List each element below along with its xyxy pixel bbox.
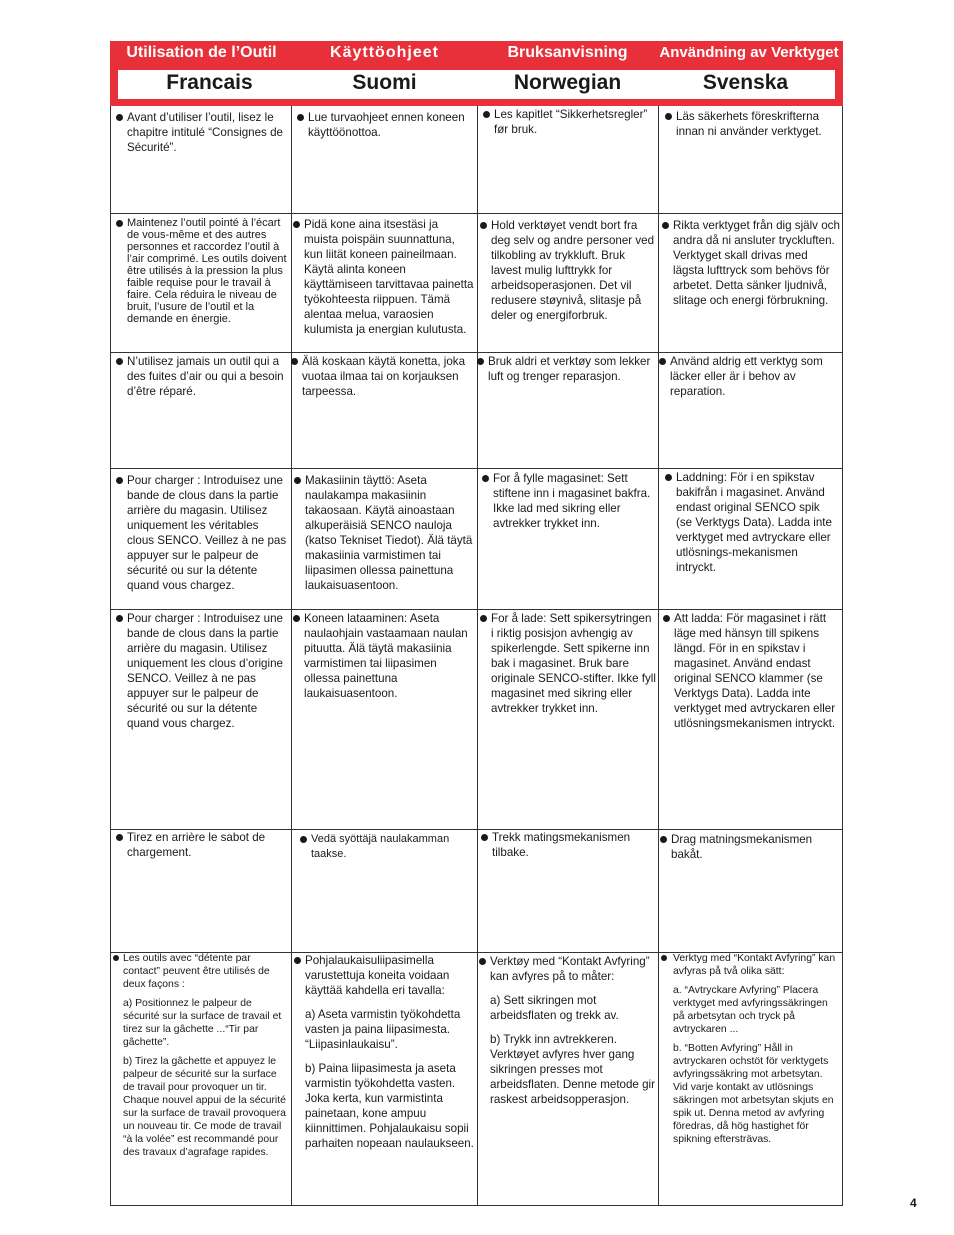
bullet-icon [483, 111, 490, 118]
bullet-icon [482, 475, 489, 482]
bullet-icon [116, 220, 123, 227]
bullet-icon [480, 222, 487, 229]
table-cell: Att ladda: För magasinet i rätt läge med hänsyn till spikens längd. För in en spikstav i magasinet. Använd endast original SENCO klammer (se Verktygs Data). Ladda inte verktyget med avtryckaren eller utlösningsmekanismen intryckt. [663, 611, 839, 731]
table-cell: Pidä kone aina itsestäsi ja muista poispäin suunnattuna, kun liität koneen paineilmaan. Käytä alinta koneen käyttämiseen tarvittavaa painetta työkohteesta riippuen. Tämä alentaa melua, varaosien kulumista ja energian kulutusta. [293, 217, 475, 337]
instruction-table [110, 106, 843, 1206]
row-divider [110, 609, 843, 610]
table-cell: Läs säkerhets föreskrifterna innan ni använder verktyget. [665, 109, 837, 139]
table-cell: Vedä syöttäjä naulakamman taakse. [300, 832, 474, 862]
table-cell: Lue turvaohjeet ennen koneen käyttöönottoa. [297, 110, 473, 140]
bullet-icon [116, 615, 123, 622]
page-number: 4 [910, 1196, 917, 1210]
bullet-icon [113, 955, 119, 961]
bullet-icon [665, 474, 672, 481]
table-cell: For å fylle magasinet: Sett stiftene inn i magasinet bakfra. Ikke lad med sikring eller avtrekker trykket inn. [482, 471, 656, 531]
table-cell: Koneen lataaminen: Aseta naulaohjain vastaamaan naulan pituutta. Älä täytä makasiinia varmistimen tai liipasimen ollessa painettuna laukaisuasentoon. [293, 611, 473, 701]
table-border-right [842, 106, 843, 1206]
bullet-icon [291, 358, 298, 365]
table-cell: Makasiinin täyttö: Aseta naulakampa makasiinin takaosaan. Käytä ainoastaan alkuperäisiä SENCO nauloja (katso Tekniset Tiedot). Älä täytä makasiinia varmistimen tai liipasimen ollessa painettuna laukaisuasentoon. [294, 473, 474, 593]
table-cell: Trekk matingsmekanismen tilbake. [481, 830, 655, 860]
table-cell: Tirez en arrière le sabot de chargement. [116, 830, 288, 860]
table-cell: Använd aldrig ett verktyg som läcker eller är i behov av reparation. [659, 354, 837, 399]
bullet-icon [665, 113, 672, 120]
bullet-icon [294, 957, 301, 964]
bullet-icon [294, 477, 301, 484]
table-cell: Pour charger : Introduisez une bande de clous dans la partie arrière du magasin. Utilisez uniquement les véritables clous SENCO. Veillez à ne pas appuyer sur le palpeur de sécurité ou sur la détente quand vous chargez. [116, 473, 288, 593]
bullet-icon [293, 221, 300, 228]
bullet-icon [116, 358, 123, 365]
language-bar [118, 70, 835, 99]
table-cell: Les kapitlet “Sikkerhetsregler” før bruk. [483, 107, 653, 137]
table-cell: Pour charger : Introduisez une bande de clous dans la partie arrière du magasin. Utilisez uniquement les clous d’origine SENCO. Veillez à ne pas appuyer sur le palpeur de sécurité ou sur la détente quand vous chargez. [116, 611, 288, 731]
bullet-icon [663, 615, 670, 622]
table-cell: Avant d’utiliser l’outil, lisez le chapitre intitulé “Consignes de Sécurité”. [116, 110, 288, 155]
column-divider [291, 106, 292, 1206]
bullet-icon [477, 358, 484, 365]
table-cell: Laddning: För i en spikstav bakifrån i magasinet. Använd endast original SENCO spik (se Verktygs Data). Ladda inte verktyget med avtryckare eller utlösnings-mekanismen intryckt. [665, 470, 839, 575]
table-cell: N’utilisez jamais un outil qui a des fuites d’air ou qui a besoin d’être réparé. [116, 354, 288, 399]
bullet-icon [661, 955, 667, 961]
bullet-icon [293, 615, 300, 622]
table-cell: Les outils avec “détente par contact” peuvent être utilisés de deux façons : a) Positionnez le palpeur de sécurité sur la surface de travail et tirez sur la gâchette ...“Tir par gâchette”. b) Tirez la gâchette et appuyez le palpeur de sécurité sur la surface de travail pour provoquer un tir. Chaque nouvel appui de la sécurité sur la surface de travail provoquera un nouveau tir. Ce mode de travail “à la volée” est recommandé pour des travaux d’agrafage rapides. [113, 952, 289, 1163]
header-banner [110, 41, 843, 106]
bullet-icon [660, 836, 667, 843]
bullet-icon [297, 114, 304, 121]
table-border-left [110, 106, 111, 1206]
subtitle-sv: Användning av Verktyget [659, 44, 839, 61]
bullet-icon [662, 222, 669, 229]
table-cell: Älä koskaan käytä konetta, joka vuotaa ilmaa tai on korjauksen tarpeessa. [291, 354, 475, 399]
bullet-icon [481, 834, 488, 841]
language-fi: Suomi [352, 71, 417, 94]
bullet-icon [300, 836, 307, 843]
subtitle-fi: Käyttöohjeet [330, 44, 439, 61]
bullet-icon [116, 114, 123, 121]
bullet-icon [479, 958, 486, 965]
row-divider [110, 213, 843, 214]
table-cell: Maintenez l’outil pointé à l’écart de vous-même et des autres personnes et raccordez l’outil à l’air comprimé. Les outils doivent être utilisés à la pression la plus faible requise pour le travail à faire. Cela réduira le niveau de bruit, l’usure de l’outil et la demande en énergie. [116, 217, 288, 325]
column-divider [477, 106, 478, 1206]
language-no: Norwegian [513, 71, 622, 94]
subtitle-fr: Utilisation de l’Outil [126, 44, 277, 61]
table-cell: Bruk aldri et verktøy som lekker luft og trenger reparasjon. [477, 354, 655, 384]
bullet-icon [116, 834, 123, 841]
column-divider [658, 106, 659, 1206]
bullet-icon [116, 477, 123, 484]
table-cell: Hold verktøyet vendt bort fra deg selv og andre personer ved tilkobling av trykkluft. Bruk lavest mulig lufttrykk for arbeidsoperasjonen. Det vil redusere støynivå, slitasje på deler og energiforbruk. [480, 218, 656, 323]
table-cell: Verktyg med “Kontakt Avfyring” kan avfyras på två olika sätt: a. “Avtryckare Avfyring” Placera verktyget med avfyringssäkringen på arbetsytan och tryck på avtryckaren ... b. “Botten Avfyring” Håll in avtryckaren ochstöt för verktygets avfyringssäkring mot arbetsytan. Vid varje kontakt av utlösnings säkringen mot arbetsytan skjuts en spik ut. Denna metod av avfyring föredras, då hög hastighet för spikning eftersträvas. [661, 952, 840, 1150]
language-sv: Svenska [702, 71, 789, 94]
table-cell: Verktøy med “Kontakt Avfyring” kan avfyres på to måter: a) Sett sikringen mot arbeidsflaten og trekk av. b) Trykk inn avtrekkeren. Verktøyet avfyres hver gang sikringen presses mot arbeidsflaten. Denne metode gir raskest arbeidsopperasjon. [479, 954, 655, 1111]
row-divider [110, 468, 843, 469]
table-cell: For å lade: Sett spikersytringen i riktig posisjon avhengig av spikerlengde. Sett spikerne inn bak i magasinet. Bruk bare originale SENCO-stifter. Ikke fyll magasinet med sikring eller avtrekker trykket inn. [480, 611, 656, 716]
table-cell: Rikta verktyget från dig själv och andra då ni ansluter tryckluften. Verktyget skall drivas med lägsta lufttryck som behövs för arbetet. Detta sänker ljudnivå, slitage och energi förbrukning. [662, 218, 840, 308]
row-divider [110, 352, 843, 353]
table-cell: Drag matningsmekanismen bakåt. [660, 832, 838, 862]
bullet-icon [480, 615, 487, 622]
subtitle-no: Bruksanvisning [507, 44, 628, 61]
language-fr: Francais [166, 71, 253, 94]
table-border-bottom [110, 1205, 843, 1206]
bullet-icon [659, 358, 666, 365]
table-cell: Pohjalaukaisuliipasimella varustettuja koneita voidaan käyttää kahdella eri tavalla: a) Aseta varmistin työkohdetta vasten ja paina liipasimesta. “Liipasinlaukaisu”. b) Paina liipasimesta ja aseta varmistin työkohdetta vasten. Joka kerta, kun varmistinta painetaan, kone ampuu kiinnittimen. Pohjalaukaisu sopii parhaiten nopeaan naulaukseen. [294, 953, 474, 1155]
